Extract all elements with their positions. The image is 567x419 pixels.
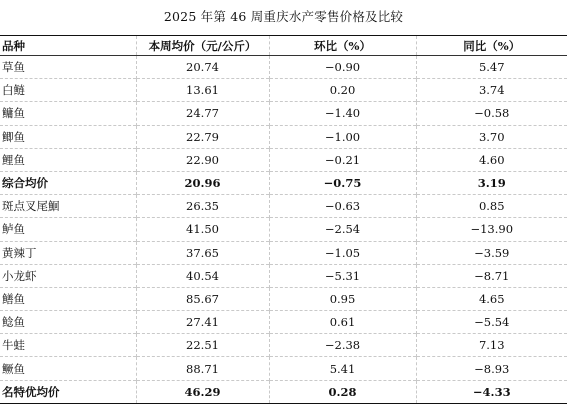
cell-variety: 斑点叉尾鮰 <box>2 199 60 214</box>
column-header-variety: 品种 <box>2 38 25 53</box>
cell-week-over-week: −5.31 <box>269 264 416 287</box>
cell-weekly-price: 13.61 <box>136 79 269 102</box>
cell-week-over-week: −1.05 <box>269 241 416 264</box>
table-row <box>0 218 567 241</box>
cell-weekly-price: 22.90 <box>136 148 269 171</box>
cell-year-over-year: −3.59 <box>416 241 567 264</box>
table-row <box>0 102 567 125</box>
cell-year-over-year: −13.90 <box>416 218 567 241</box>
column-header-week-over-week: 环比（%） <box>269 36 416 56</box>
cell-year-over-year: 4.65 <box>416 287 567 310</box>
cell-variety: 牛蛙 <box>2 338 25 353</box>
cell-year-over-year: 4.60 <box>416 148 567 171</box>
table-body <box>0 56 567 404</box>
cell-year-over-year: −8.93 <box>416 357 567 380</box>
cell-week-over-week: −1.00 <box>269 125 416 148</box>
cell-week-over-week: 0.28 <box>269 380 416 403</box>
cell-year-over-year: −4.33 <box>416 380 567 403</box>
cell-year-over-year: 7.13 <box>416 334 567 357</box>
cell-week-over-week: −2.54 <box>269 218 416 241</box>
cell-variety: 鲫鱼 <box>2 129 25 144</box>
table-row <box>0 264 567 287</box>
cell-year-over-year: −5.54 <box>416 311 567 334</box>
cell-variety: 鳜鱼 <box>2 361 25 376</box>
cell-weekly-price: 20.74 <box>136 56 269 79</box>
table-row <box>0 287 567 310</box>
cell-year-over-year: 5.47 <box>416 56 567 79</box>
table-row <box>0 334 567 357</box>
summary-row <box>0 171 567 194</box>
cell-variety: 白鲢 <box>2 83 25 98</box>
cell-weekly-price: 26.35 <box>136 195 269 218</box>
table-header-row <box>0 36 567 56</box>
cell-week-over-week: −2.38 <box>269 334 416 357</box>
cell-weekly-price: 37.65 <box>136 241 269 264</box>
cell-week-over-week: −0.90 <box>269 56 416 79</box>
table-row <box>0 148 567 171</box>
summary-row <box>0 380 567 403</box>
cell-year-over-year: −0.58 <box>416 102 567 125</box>
cell-variety: 名特优均价 <box>2 384 60 399</box>
cell-year-over-year: 3.70 <box>416 125 567 148</box>
cell-variety: 鲤鱼 <box>2 152 25 167</box>
cell-variety: 鳝鱼 <box>2 291 25 306</box>
table-row <box>0 241 567 264</box>
cell-variety: 鳙鱼 <box>2 106 25 121</box>
table-row <box>0 79 567 102</box>
cell-weekly-price: 41.50 <box>136 218 269 241</box>
cell-year-over-year: 0.85 <box>416 195 567 218</box>
cell-weekly-price: 88.71 <box>136 357 269 380</box>
cell-variety: 小龙虾 <box>2 268 37 283</box>
table-row <box>0 357 567 380</box>
column-header-year-over-year: 同比（%） <box>416 36 567 56</box>
cell-weekly-price: 85.67 <box>136 287 269 310</box>
cell-year-over-year: 3.19 <box>416 171 567 194</box>
cell-weekly-price: 20.96 <box>136 171 269 194</box>
cell-week-over-week: −0.21 <box>269 148 416 171</box>
cell-week-over-week: 5.41 <box>269 357 416 380</box>
table-row <box>0 125 567 148</box>
cell-year-over-year: 3.74 <box>416 79 567 102</box>
cell-week-over-week: 0.61 <box>269 311 416 334</box>
cell-week-over-week: 0.95 <box>269 287 416 310</box>
cell-weekly-price: 40.54 <box>136 264 269 287</box>
cell-weekly-price: 22.51 <box>136 334 269 357</box>
table-row <box>0 56 567 79</box>
cell-year-over-year: −8.71 <box>416 264 567 287</box>
cell-week-over-week: −0.63 <box>269 195 416 218</box>
table-row <box>0 195 567 218</box>
cell-week-over-week: 0.20 <box>269 79 416 102</box>
cell-variety: 鲶鱼 <box>2 315 25 330</box>
cell-weekly-price: 27.41 <box>136 311 269 334</box>
table-title: 2025 年第 46 周重庆水产零售价格及比较 <box>163 9 404 24</box>
cell-variety: 综合均价 <box>2 176 48 191</box>
price-comparison-table <box>0 35 567 404</box>
column-header-weekly-price: 本周均价（元/公斤） <box>136 36 269 56</box>
cell-weekly-price: 24.77 <box>136 102 269 125</box>
cell-variety: 鲈鱼 <box>2 222 25 237</box>
cell-weekly-price: 46.29 <box>136 380 269 403</box>
cell-week-over-week: −1.40 <box>269 102 416 125</box>
table-row <box>0 311 567 334</box>
cell-variety: 草鱼 <box>2 60 25 75</box>
cell-weekly-price: 22.79 <box>136 125 269 148</box>
cell-variety: 黄辣丁 <box>2 245 37 260</box>
cell-week-over-week: −0.75 <box>269 171 416 194</box>
